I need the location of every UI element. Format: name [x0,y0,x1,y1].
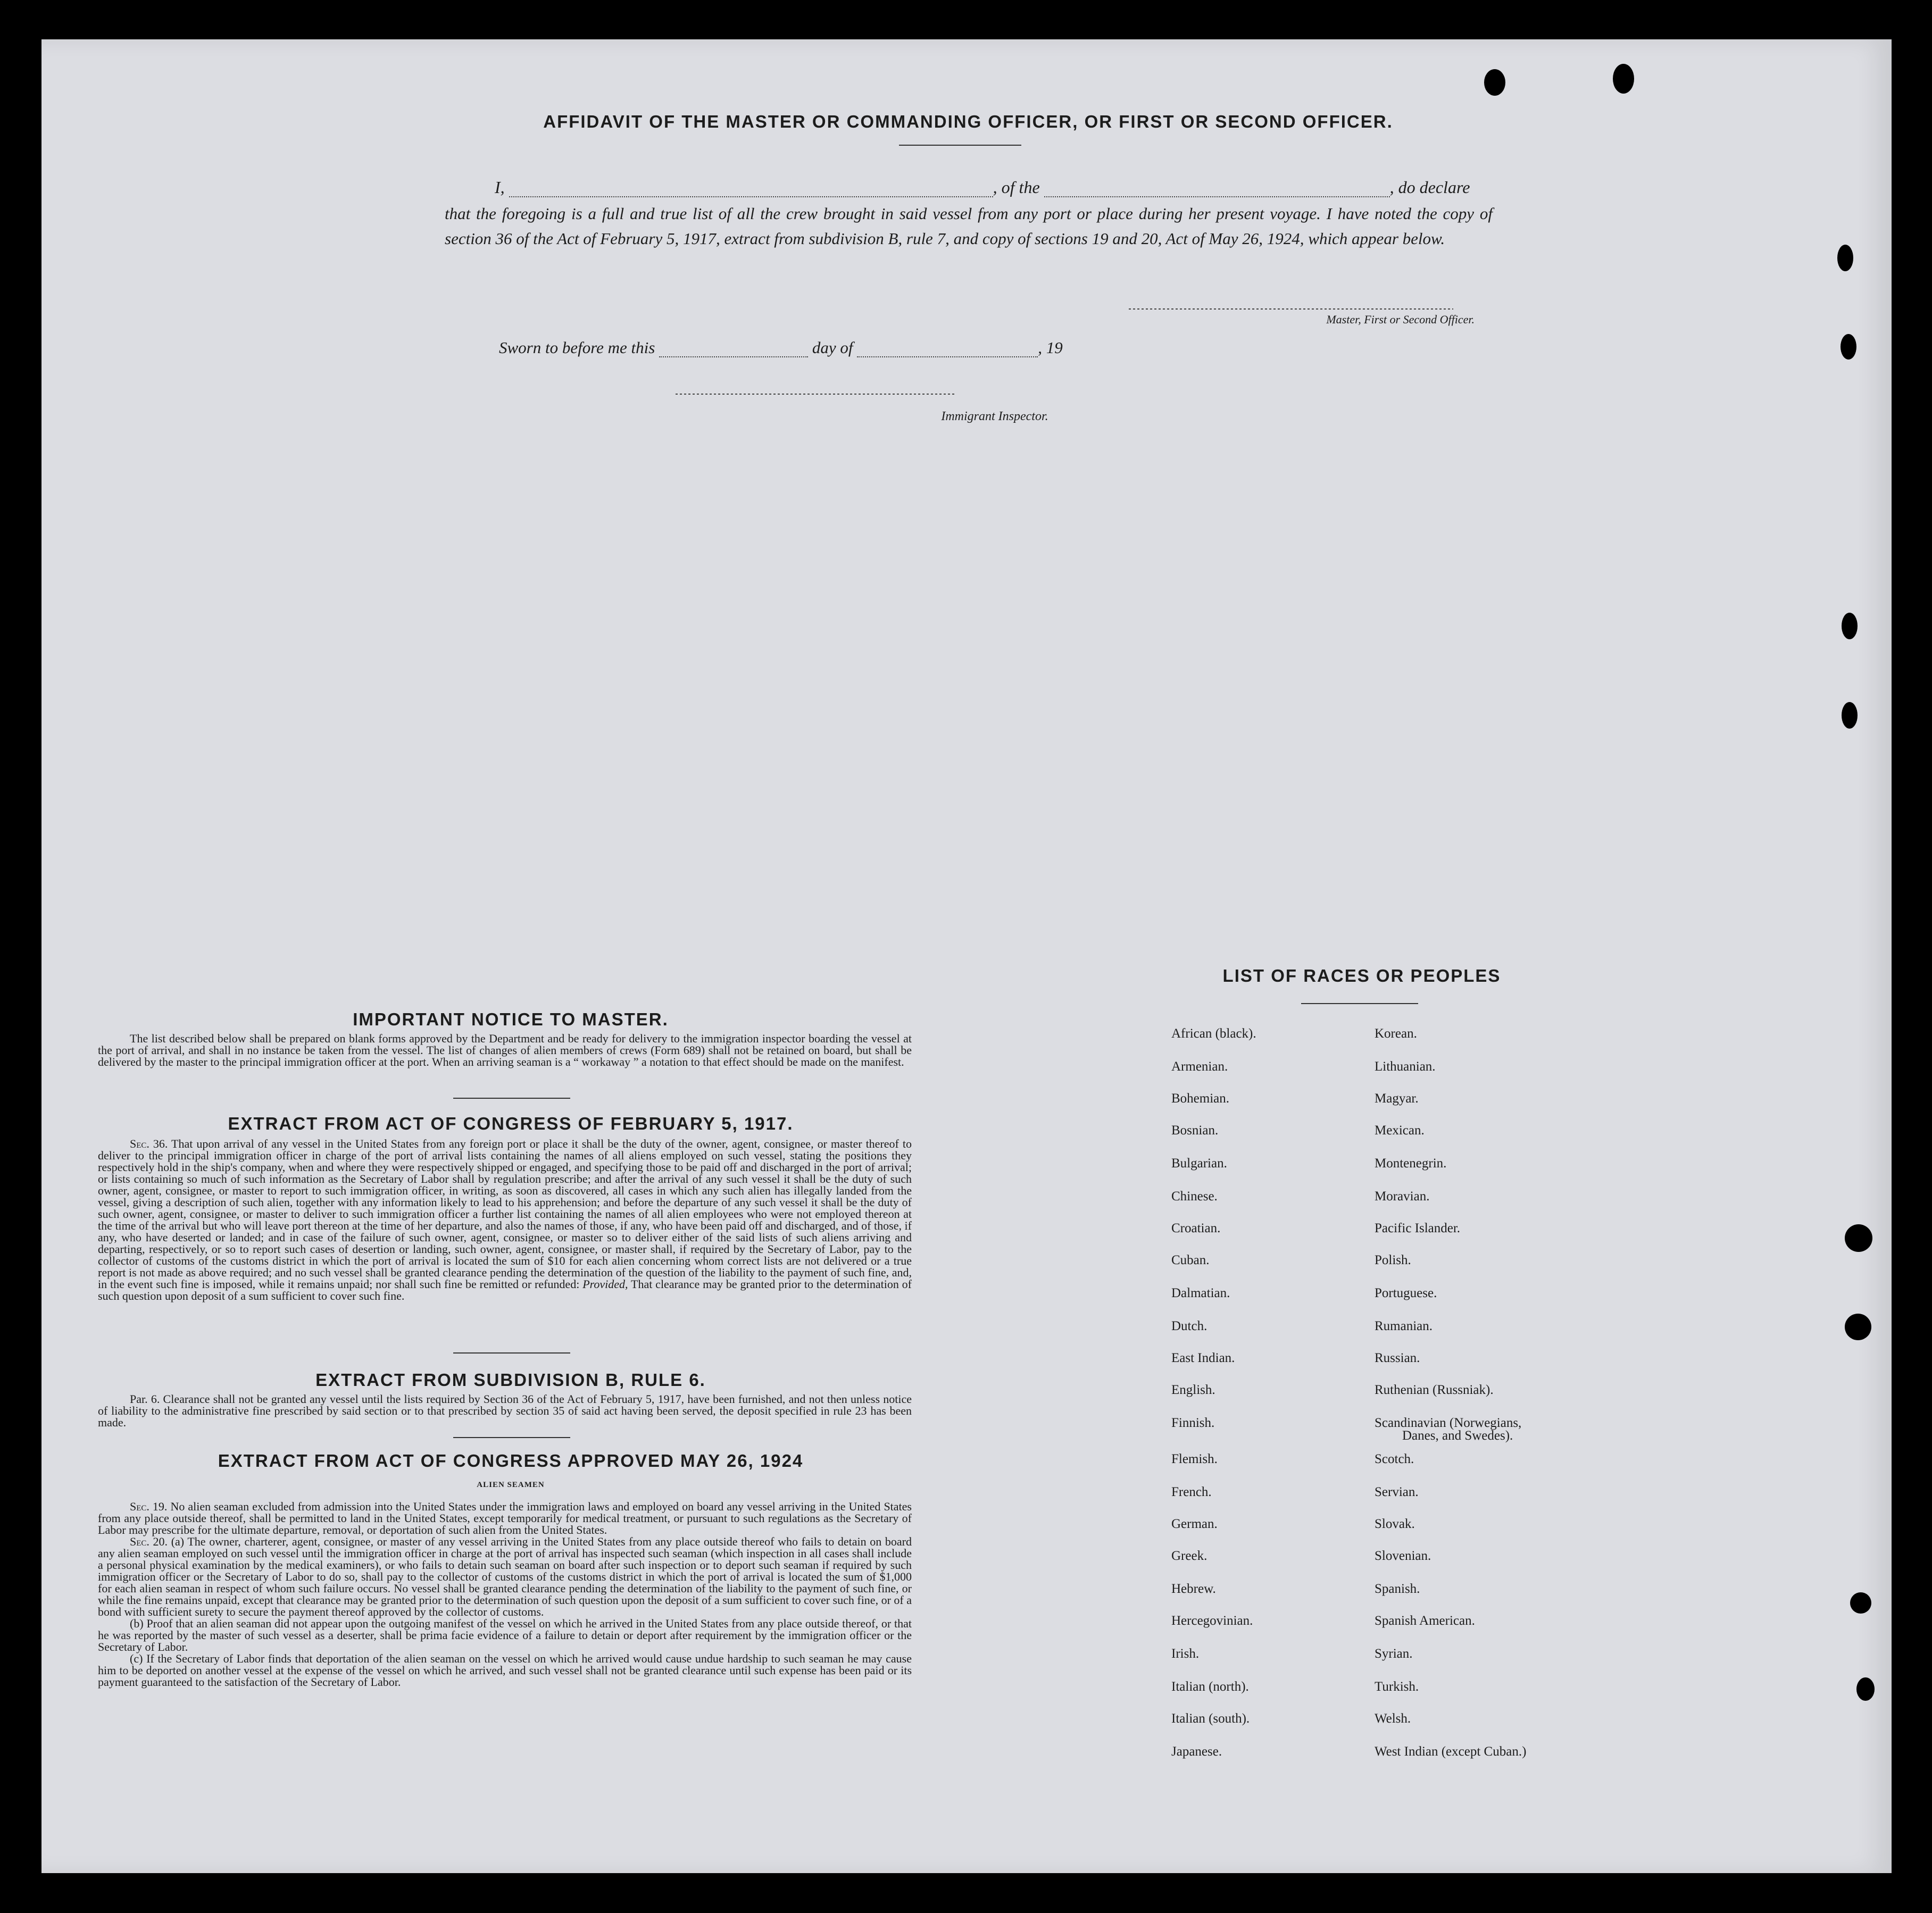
divider [1301,1003,1418,1004]
sworn-prefix: Sworn to before me this [499,338,655,357]
punch-hole [1856,1677,1875,1701]
race-item: German. [1171,1517,1218,1531]
inspector-signature-line[interactable] [676,394,956,395]
race-item: Irish. [1171,1647,1200,1661]
race-item: Hebrew. [1171,1582,1216,1596]
punch-hole [1613,64,1634,94]
race-item: Danes, and Swedes). [1402,1429,1513,1443]
notice-body: The list described below shall be prepared on blank forms approved by the Department and be ready for delivery to the immigration inspector boarding the vessel at the port of arrival, and shall in no instance be taken from the vessel. The list of changes of alien members of crews (Form 689) shall not be retained on board, but shall be delivered by the master to the principal immigration officer at the port. When an arriving seaman is a “ workaway ” a notation to that effect should be made on the manifest. [98,1032,912,1068]
sworn-year-label: , 19 [1038,338,1063,357]
affidavit-declare-label: , do declare [1389,178,1470,197]
affidavit-body: that the foregoing is a full and true list of all the crew brought in said vessel from any port or place during her present voyage. I have noted the copy of section 36 of the Act of February 5, 1917, extract from subdivision B, rule 7, and copy of sections 19 and 20, Act of May 26, 1924, which appear below. [445,204,1493,248]
punch-hole [1484,69,1505,96]
race-item: West Indian (except Cuban.) [1375,1744,1527,1759]
race-item: Pacific Islander. [1375,1221,1461,1235]
rule6-text [98,1393,912,1429]
race-item: English. [1171,1383,1215,1397]
rule6-body: Par. 6. Clearance shall not be granted any vessel until the lists required by Section 36 of the Act of February 5, 1917, have been furnished, and not then unless notice of liability to the administrative fine prescribed by said section or to that prescribed by section 35 of said act having been served, the deposit specified in rule 23 has been made. [98,1392,912,1429]
sworn-month-blank[interactable] [857,340,1038,357]
race-item: Scandinavian (Norwegians, [1375,1416,1522,1430]
extract-1924-title: EXTRACT FROM ACT OF CONGRESS APPROVED MAY 26, 1924 [218,1451,804,1471]
extract-1917-text [98,1138,912,1302]
race-item: African (black). [1171,1026,1256,1041]
race-item: Bosnian. [1171,1123,1219,1138]
sec19-body: No alien seaman excluded from admission into the United States under the immigration laws and employed on board any vessel arriving in the United States from any place outside thereof, shall be permitted to land in the United States, except temporarily for medical treatment, or pursuant to such regulations as the Secretary of Labor may prescribe for the ultimate departure, removal, or deportation of such alien from the United States. [98,1500,912,1536]
alien-seamen-subtitle: ALIEN SEAMEN [477,1481,545,1489]
race-item: Ruthenian (Russniak). [1375,1383,1494,1397]
race-item: Hercegovinian. [1171,1614,1253,1628]
punch-hole [1842,702,1858,729]
sworn-date-blank[interactable] [659,340,808,357]
sec20a-body: (a) The owner, charterer, agent, consignee, or master of any vessel arriving in the United States from any place outside thereof who fails to detain on board any alien seaman employed on such vessel until the immigration officer in charge at the port of arrival has inspected such seaman (which inspection in all cases shall include a personal physical examination by the medical examiners), or who fails to detain such seaman on board after such inspection or to deport such seaman if required by such immigration officer or the Secretary of Labor to do so, shall pay to the collector of customs of the customs district in which the port of arrival is located the sum of $1,000 for each alien seaman in respect of whom such failure occurs. No vessel shall be granted clearance pending the determination of the liability to the payment of such fine, or while the fine remains unpaid, except that clearance may be granted prior to the determination of such question upon the deposit of a sum sufficient to cover such fine, or of a bond with sufficient surety to secure the payment thereof approved by the collector of customs. [98,1535,912,1618]
race-item: Armenian. [1171,1059,1228,1074]
sec20c-body: (c) If the Secretary of Labor finds that deportation of the alien seaman on the vessel on which he arrived would cause undue hardship to such seaman he may cause him to be deported on another vessel at the expense of the vessel on which he arrived, and such vessel shall not be granted clearance until such expense has been paid or its payment guaranteed to the satisfaction of the Secretary of Labor. [98,1652,912,1689]
race-item: Dalmatian. [1171,1286,1230,1300]
race-item: Syrian. [1375,1647,1413,1661]
race-item: Spanish. [1375,1582,1420,1596]
race-item: Welsh. [1375,1711,1411,1726]
sec36-label: Sec. 36. [130,1137,168,1150]
divider [899,145,1021,146]
race-item: Montenegrin. [1375,1156,1447,1171]
affidavit-of-label: , of the [993,178,1040,197]
race-item: Lithuanian. [1375,1059,1436,1074]
race-item: Slovak. [1375,1517,1415,1531]
extract-1917-title: EXTRACT FROM ACT OF CONGRESS OF FEBRUARY 5, 1917. [228,1114,794,1133]
race-item: Chinese. [1171,1189,1218,1204]
punch-hole [1842,613,1858,639]
affidavit-title: AFFIDAVIT OF THE MASTER OR COMMANDING OFFICER, OR FIRST OR SECOND OFFICER. [543,112,1393,131]
proviso-label: Provided, [582,1277,628,1291]
extract-1924-text [98,1501,912,1688]
name-blank[interactable] [509,180,993,197]
race-item: Dutch. [1171,1319,1208,1333]
race-item: Korean. [1375,1026,1417,1041]
race-item: Bohemian. [1171,1091,1230,1106]
races-title: LIST OF RACES OR PEOPLES [1222,966,1501,985]
race-item: Italian (north). [1171,1680,1249,1694]
punch-hole [1850,1592,1871,1614]
race-item: Magyar. [1375,1091,1419,1106]
sec36-body: That upon arrival of any vessel in the United States from any foreign port or place it shall be the duty of the owner, agent, consignee, or master thereof to deliver to the principal immigration officer in charge of the port of arrival lists containing the names of all aliens employed on such vessel, stating the positions they respectively hold in the ship's company, when and where they were respectively shipped or engaged, and specifying those to be paid off and discharged in the port of arrival; or lists containing so much of such information as the Secretary of Labor shall by regulation prescribe; and after the arrival of any such vessel it shall be the duty of such owner, agent, consignee, or master to report to such immigration officer, in writing, as soon as discovered, all cases in which any such alien has illegally landed from the vessel, giving a description of such alien, together with any information likely to lead to his apprehension; and before the departure of any such vessel it shall be the duty of such owner, agent, consignee, or master to deliver to such immigration officer a further list containing the names of all alien employees who were not employed thereon at the time of the arrival but who will leave port thereon at the time of her departure, and also the names of those, if any, who have been paid off and discharged, and of those, if any, who have deserted or landed; and in case of the failure of such owner, agent, consignee, or master so to deliver either of the said lists of such aliens arriving and departing, respectively, or so to report such cases of desertion or landing, such owner, agent, consignee, or master shall, if required by the Secretary of Labor, pay to the collector of customs of the customs district in which the port of arrival is located the sum of $10 for each alien concerning whom correct lists are not delivered or a true report is not made as above required; and no such vessel shall be granted clearance pending the determination of the question of the liability to the payment of such fine, and, in the event such fine is imposed, while it remains unpaid; nor shall such fine be remitted or refunded: [98,1137,912,1291]
rule6-title: EXTRACT FROM SUBDIVISION B, RULE 6. [315,1370,706,1390]
race-item: Mexican. [1375,1123,1425,1138]
race-item: Moravian. [1375,1189,1430,1204]
race-item: Greek. [1171,1549,1208,1563]
notice-title: IMPORTANT NOTICE TO MASTER. [353,1009,669,1029]
race-item: French. [1171,1485,1212,1499]
proviso-body: That clearance may be granted prior to the determination of such question upon deposit of a sum sufficient to cover such fine. [98,1277,912,1302]
divider [453,1352,570,1354]
sec19-label: Sec. 19. [130,1500,168,1513]
divider [453,1098,570,1099]
sworn-day-label: day of [812,338,853,357]
race-item: Italian (south). [1171,1711,1250,1726]
affidavit-declaration-line [495,178,1495,197]
master-signature-label: Master, First or Second Officer. [1326,313,1475,326]
race-item: East Indian. [1171,1351,1235,1365]
punch-hole [1837,245,1853,271]
race-item: Bulgarian. [1171,1156,1227,1171]
race-item: Flemish. [1171,1452,1218,1466]
sec20b-body: (b) Proof that an alien seaman did not appear upon the outgoing manifest of the vessel on which he arrived in the United States from any place outside thereof, or that he was reported by the master of such vessel as a deserter, shall be prima facie evidence of a failure to detain or deport after requirement by the immigration officer or the Secretary of Labor. [98,1617,912,1653]
race-item: Turkish. [1375,1680,1419,1694]
race-item: Croatian. [1171,1221,1221,1235]
notice-text [98,1033,912,1068]
punch-hole [1845,1314,1871,1340]
race-item: Rumanian. [1375,1319,1433,1333]
race-item: Spanish American. [1375,1614,1475,1628]
divider [453,1437,570,1438]
affidavit-i-label: I, [495,178,505,197]
race-item: Finnish. [1171,1416,1215,1430]
race-item: Portuguese. [1375,1286,1437,1300]
master-signature-line[interactable] [1129,308,1453,310]
sec20-label: Sec. 20. [130,1535,168,1548]
race-item: Polish. [1375,1253,1411,1267]
race-item: Slovenian. [1375,1549,1431,1563]
inspector-signature-label: Immigrant Inspector. [941,410,1048,423]
punch-hole [1841,334,1856,360]
punch-hole [1845,1224,1872,1252]
race-item: Japanese. [1171,1744,1222,1759]
race-item: Scotch. [1375,1452,1414,1466]
race-item: Cuban. [1171,1253,1210,1267]
vessel-blank[interactable] [1044,180,1390,197]
race-item: Servian. [1375,1485,1419,1499]
sworn-line [499,338,1190,357]
race-item: Russian. [1375,1351,1420,1365]
